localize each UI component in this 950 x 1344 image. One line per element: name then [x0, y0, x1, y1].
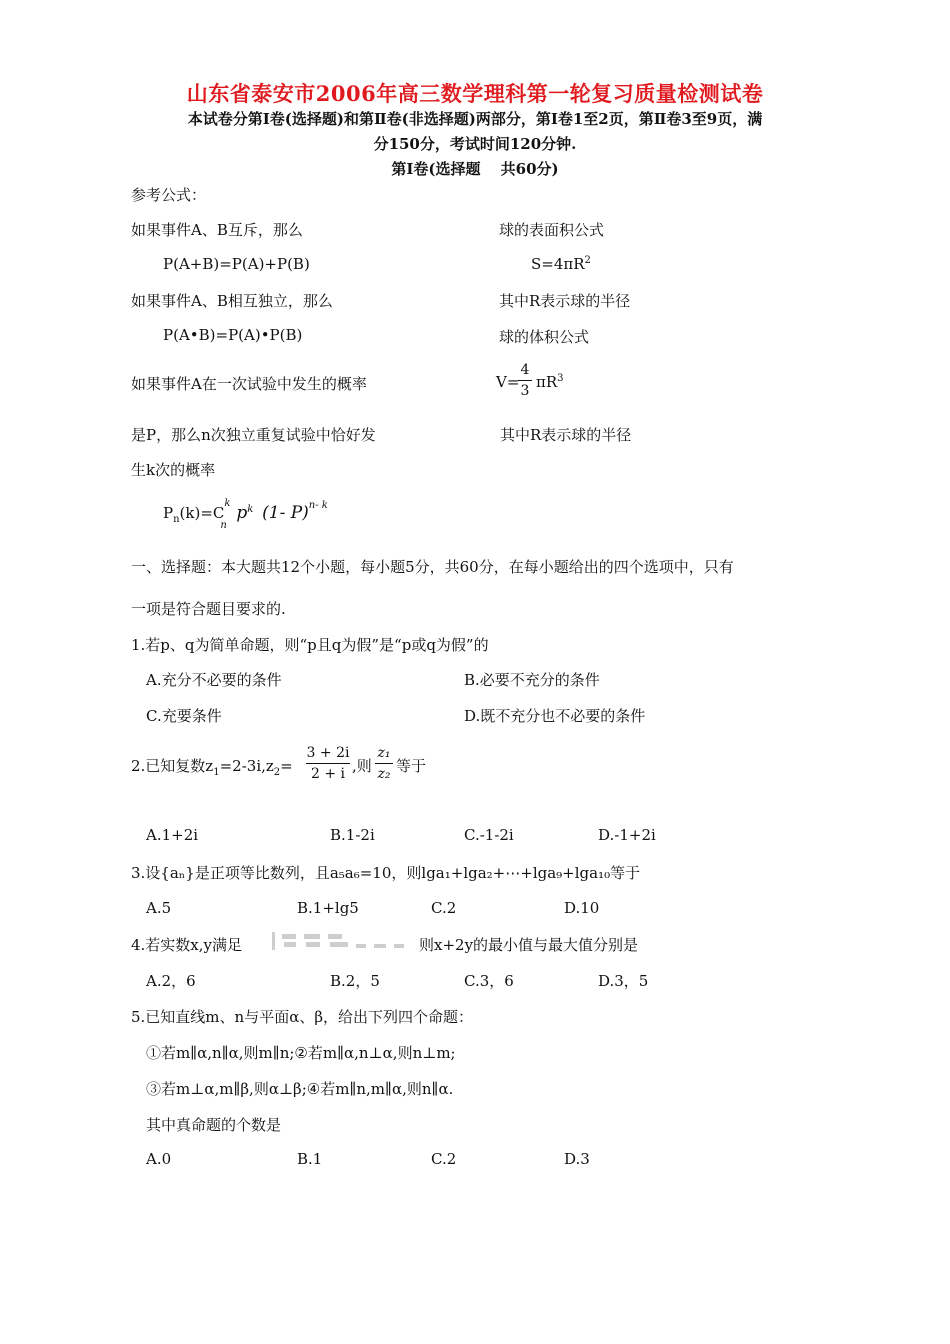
q5-option-c: C.2: [431, 1150, 457, 1168]
formula-mutex-label: 如果事件A、B互斥，那么: [131, 221, 303, 239]
q4-stem-a: 4.若实数x,y满足: [131, 936, 243, 954]
q4-constraint-image: [270, 928, 418, 954]
formula-radius-2: 其中R表示球的半径: [500, 426, 632, 444]
q2-stem-e: 等于: [396, 757, 427, 775]
formula-surface-label: 球的表面积公式: [499, 221, 605, 239]
intro-line-1: 本试卷分第Ⅰ卷(选择题)和第Ⅱ卷(非选择题)两部分，第Ⅰ卷1至2页，第Ⅱ卷3至9页，满: [187, 110, 763, 128]
q1-option-b: B.必要不充分的条件: [464, 671, 600, 689]
q2-fraction-2: z₁ z₂: [375, 745, 393, 782]
formula-surface: $S=4\pi R^2$: [531, 255, 591, 273]
formula-prob-line-2: 是P，那么n次独立重复试验中恰好发: [131, 426, 376, 444]
q4-stem-b: 则x+2y的最小值与最大值分别是: [419, 936, 639, 954]
formula-indep: P(A•B)=P(A)•P(B): [163, 326, 303, 344]
section1-line-2: 一项是符合题目要求的.: [131, 600, 286, 618]
q4-option-c: C.3，6: [464, 972, 514, 990]
q2-fraction-1: 3 + 2i 2 + i: [306, 745, 350, 782]
section1-line-1: 一、选择题：本大题共12个小题，每小题5分，共60分，在每小题给出的四个选项中，只有: [131, 558, 734, 576]
q2-stem-d: ,则: [352, 757, 372, 775]
intro-line-2: 分150分，考试时间120分钟.: [373, 135, 577, 153]
q5-option-b: B.1: [297, 1150, 323, 1168]
q2-option-a: A.1+2i: [146, 826, 199, 844]
q5-option-d: D.3: [564, 1150, 590, 1168]
page-title: 山东省泰安市2006年高三数学理科第一轮复习质量检测试卷: [186, 81, 764, 106]
q5-stem: 5.已知直线m、n与平面α、β，给出下列四个命题：: [131, 1008, 473, 1026]
q3-option-b: B.1+lg5: [297, 899, 359, 917]
q4-option-a: A.2，6: [146, 972, 196, 990]
formula-mutex: P(A+B)=P(A)+P(B): [163, 255, 310, 273]
q1-option-d: D.既不充分也不必要的条件: [464, 707, 646, 725]
formulas-heading: 参考公式：: [131, 186, 207, 204]
formula-indep-label: 如果事件A、B相互独立，那么: [131, 292, 333, 310]
formula-radius-1: 其中R表示球的半径: [499, 292, 631, 310]
q2-option-c: C.-1-2i: [464, 826, 514, 844]
q1-option-a: A.充分不必要的条件: [146, 671, 282, 689]
q2-stem-a: 2.已知复数$z_1=2-3i,z_2=$: [131, 757, 293, 778]
q1-option-c: C.充要条件: [146, 707, 222, 725]
q5-option-a: A.0: [146, 1150, 172, 1168]
formula-prob-line-3: 生k次的概率: [131, 461, 216, 479]
q3-option-d: D.10: [564, 899, 600, 917]
q5-line-2: ③若m⊥α,m∥β,则α⊥β;④若m∥n,m∥α,则n∥α.: [146, 1080, 454, 1098]
formula-volume-label: 球的体积公式: [499, 328, 590, 346]
q5-line-3: 其中真命题的个数是: [146, 1116, 282, 1134]
formula-volume: V=: [496, 373, 520, 391]
volume-fraction: 4 3: [518, 362, 532, 399]
section-heading: 第Ⅰ卷(选择题 共60分): [391, 160, 559, 178]
q3-option-c: C.2: [431, 899, 457, 917]
binomial-formula: $P_n(k)=C$ k n $p^k$ (1- P)$^{n- k}$: [163, 498, 328, 531]
q2-option-b: B.1-2i: [330, 826, 375, 844]
q3-stem: 3.设{aₙ}是正项等比数列，且a₅a₆=10，则lga₁+lga₂+⋯+lga₉+lga₁₀等于: [131, 864, 641, 882]
formula-volume-rest: $\pi R^3$: [536, 373, 564, 391]
q5-line-1: ①若m∥α,n∥α,则m∥n;②若m∥α,n⊥α,则n⊥m;: [146, 1044, 456, 1062]
q3-option-a: A.5: [146, 899, 172, 917]
q4-option-d: D.3，5: [598, 972, 649, 990]
formula-prob-line-1: 如果事件A在一次试验中发生的概率: [131, 375, 367, 393]
q1-stem: 1.若p、q为简单命题，则“p且q为假”是“p或q为假”的: [131, 636, 489, 654]
q2-option-d: D.-1+2i: [598, 826, 656, 844]
q4-option-b: B.2，5: [330, 972, 380, 990]
